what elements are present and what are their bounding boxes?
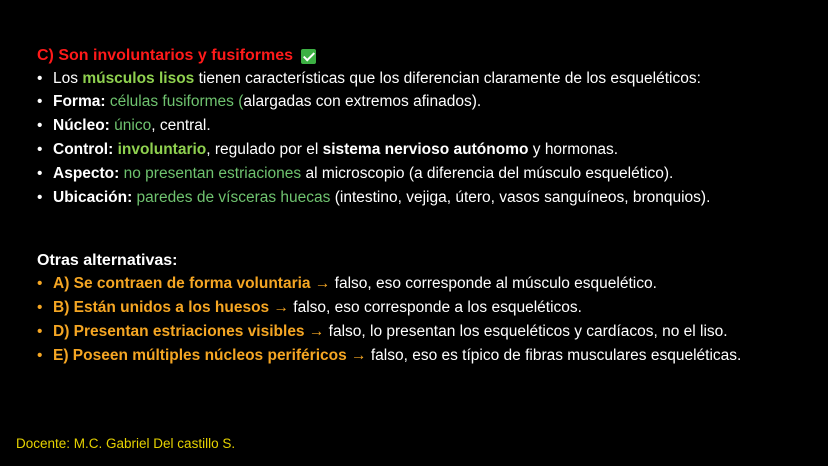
alternative-d-label: D) Presentan estriaciones visibles → — [53, 323, 325, 340]
alternative-e-text: falso, eso es típico de fibras musculares esqueléticas. — [366, 347, 742, 364]
alternative-b-text: falso, eso corresponde a los esqueléticos. — [288, 299, 582, 316]
characteristics-list — [37, 71, 797, 214]
list-item-aspecto — [37, 166, 797, 182]
intro-text: Los — [53, 70, 83, 87]
nucleo-label: Núcleo: — [53, 117, 110, 134]
list-item-forma — [37, 94, 797, 110]
ubicacion-label: Ubicación: — [53, 189, 133, 206]
alternative-d-text: falso, lo presentan los esqueléticos y cardíacos, no el liso. — [324, 323, 728, 340]
teacher-credit: Docente: M.C. Gabriel Del castillo S. — [16, 436, 236, 451]
alternatives-heading: Otras alternativas: — [37, 252, 178, 269]
forma-label: Forma: — [53, 93, 106, 110]
list-item-nucleo — [37, 118, 797, 134]
alternative-b — [37, 300, 797, 316]
alternative-b-label: B) Están unidos a los huesos → — [53, 299, 289, 316]
alternatives-list — [37, 276, 797, 372]
control-label: Control: — [53, 141, 114, 158]
control-bold: sistema nervioso autónomo — [322, 141, 529, 158]
list-item-intro — [37, 71, 797, 87]
alternative-d — [37, 324, 797, 340]
nucleo-rest: , central. — [151, 117, 211, 134]
list-item-control — [37, 142, 797, 158]
intro-highlight: músculos lisos — [82, 70, 195, 87]
check-mark-icon — [301, 49, 316, 64]
alternative-e-label: E) Poseen múltiples núcleos periféricos → — [53, 347, 367, 364]
alternative-a — [37, 276, 797, 292]
alternative-e — [37, 348, 797, 364]
ubicacion-rest: (intestino, vejiga, útero, vasos sanguíneos, bronquios). — [330, 189, 711, 206]
forma-rest: alargadas con extremos afinados). — [243, 93, 482, 110]
forma-highlight: células fusiformes ( — [105, 93, 244, 110]
control-rest: y hormonas. — [528, 141, 619, 158]
nucleo-highlight: único — [109, 117, 152, 134]
alternative-a-label: A) Se contraen de forma voluntaria → — [53, 275, 331, 292]
aspecto-rest: al microscopio (a diferencia del músculo esquelético). — [301, 165, 674, 182]
aspecto-highlight: no presentan estriaciones — [119, 165, 302, 182]
ubicacion-highlight: paredes de vísceras huecas — [132, 189, 331, 206]
answer-title-text: C) Son involuntarios y fusiformes — [37, 47, 294, 64]
aspecto-label: Aspecto: — [53, 165, 120, 182]
answer-title — [37, 47, 316, 65]
list-item-ubicacion — [37, 190, 797, 206]
intro-rest: tienen características que los diferencian claramente de los esqueléticos: — [194, 70, 701, 87]
control-highlight: involuntario — [113, 141, 207, 158]
alternative-a-text: falso, eso corresponde al músculo esquelético. — [330, 275, 657, 292]
control-mid: , regulado por el — [206, 141, 323, 158]
